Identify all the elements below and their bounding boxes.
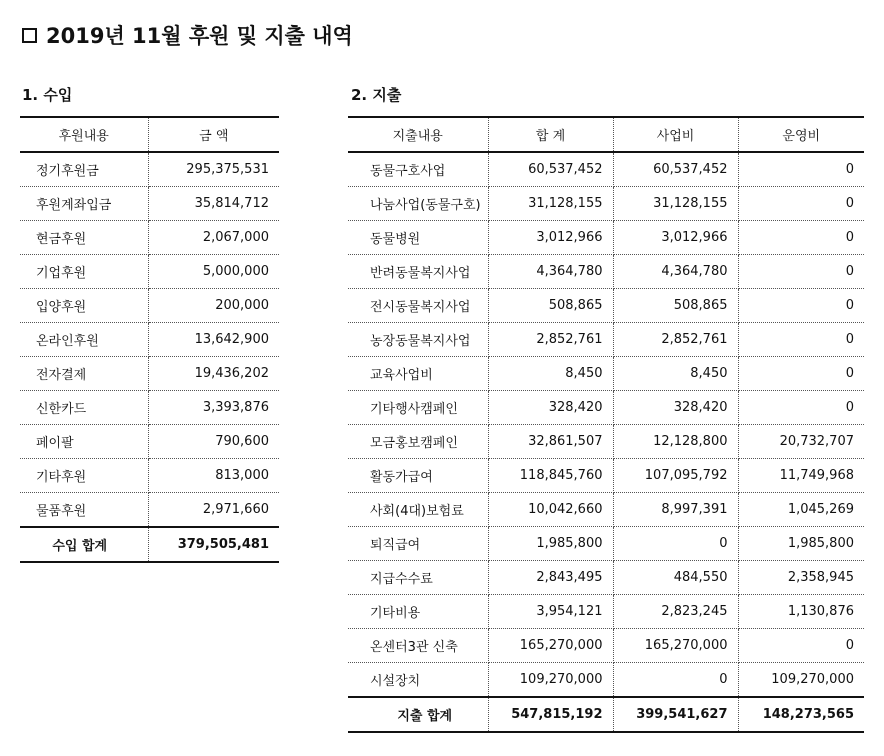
expense-item-total: 109,270,000 xyxy=(488,663,613,698)
income-item-amount: 295,375,531 xyxy=(148,152,279,187)
expense-item-total: 1,985,800 xyxy=(488,527,613,561)
expense-item-operating: 1,985,800 xyxy=(738,527,864,561)
income-table-row xyxy=(20,391,279,425)
expense-item-operating: 0 xyxy=(738,152,864,187)
expense-table-row xyxy=(348,493,864,527)
page-title xyxy=(22,20,353,50)
income-section-heading: 1. 수입 xyxy=(22,86,73,104)
expense-item-label: 모금홍보캠페인 xyxy=(348,425,488,459)
expense-header-row xyxy=(348,117,864,152)
expense-item-label: 지급수수료 xyxy=(348,561,488,595)
expense-item-total: 118,845,760 xyxy=(488,459,613,493)
expense-item-total: 3,012,966 xyxy=(488,221,613,255)
expense-section-heading: 2. 지출 xyxy=(351,86,402,104)
expense-header-business: 사업비 xyxy=(613,117,738,152)
expense-item-operating: 0 xyxy=(738,391,864,425)
expense-item-operating: 20,732,707 xyxy=(738,425,864,459)
income-item-amount: 3,393,876 xyxy=(148,391,279,425)
expense-item-operating: 0 xyxy=(738,221,864,255)
expense-total-row xyxy=(348,697,864,732)
income-item-label: 현금후원 xyxy=(20,221,148,255)
expense-table-row xyxy=(348,323,864,357)
income-item-label: 입양후원 xyxy=(20,289,148,323)
expense-table-row xyxy=(348,391,864,425)
income-table-row xyxy=(20,255,279,289)
expense-table-row xyxy=(348,255,864,289)
expense-total-business: 399,541,627 xyxy=(613,697,738,732)
expense-item-label: 농장동물복지사업 xyxy=(348,323,488,357)
expense-item-business: 0 xyxy=(613,663,738,698)
expense-item-total: 10,042,660 xyxy=(488,493,613,527)
income-item-label: 페이팔 xyxy=(20,425,148,459)
expense-item-business: 484,550 xyxy=(613,561,738,595)
expense-item-business: 8,450 xyxy=(613,357,738,391)
expense-item-label: 활동가급여 xyxy=(348,459,488,493)
expense-item-total: 165,270,000 xyxy=(488,629,613,663)
income-item-amount: 813,000 xyxy=(148,459,279,493)
expense-table-row xyxy=(348,459,864,493)
expense-item-label: 사회(4대)보험료 xyxy=(348,493,488,527)
income-item-label: 전자결제 xyxy=(20,357,148,391)
expense-item-operating: 1,045,269 xyxy=(738,493,864,527)
income-item-label: 온라인후원 xyxy=(20,323,148,357)
expense-item-business: 4,364,780 xyxy=(613,255,738,289)
income-item-label: 기업후원 xyxy=(20,255,148,289)
expense-item-business: 3,012,966 xyxy=(613,221,738,255)
expense-item-total: 32,861,507 xyxy=(488,425,613,459)
expense-item-business: 60,537,452 xyxy=(613,152,738,187)
expense-item-label: 시설장치 xyxy=(348,663,488,698)
expense-item-total: 31,128,155 xyxy=(488,187,613,221)
expense-item-total: 328,420 xyxy=(488,391,613,425)
expense-header-item: 지출내용 xyxy=(348,117,488,152)
income-table-row xyxy=(20,187,279,221)
income-item-amount: 13,642,900 xyxy=(148,323,279,357)
expense-item-operating: 2,358,945 xyxy=(738,561,864,595)
expense-item-business: 508,865 xyxy=(613,289,738,323)
income-table xyxy=(20,116,279,563)
income-item-amount: 19,436,202 xyxy=(148,357,279,391)
expense-table-row xyxy=(348,221,864,255)
expense-item-label: 나눔사업(동물구호) xyxy=(348,187,488,221)
expense-total-total: 547,815,192 xyxy=(488,697,613,732)
income-table-row xyxy=(20,323,279,357)
expense-table-row xyxy=(348,629,864,663)
income-header-item: 후원내용 xyxy=(20,117,148,152)
expense-item-label: 동물구호사업 xyxy=(348,152,488,187)
expense-table-row xyxy=(348,357,864,391)
expense-item-total: 60,537,452 xyxy=(488,152,613,187)
income-total-row xyxy=(20,527,279,562)
income-table-row xyxy=(20,425,279,459)
expense-item-label: 기타행사캠페인 xyxy=(348,391,488,425)
income-header-amount: 금 액 xyxy=(148,117,279,152)
income-total-amount: 379,505,481 xyxy=(148,527,279,562)
expense-item-business: 165,270,000 xyxy=(613,629,738,663)
income-table-row xyxy=(20,221,279,255)
expense-item-total: 3,954,121 xyxy=(488,595,613,629)
expense-item-business: 0 xyxy=(613,527,738,561)
expense-item-label: 퇴직급여 xyxy=(348,527,488,561)
expense-table-row xyxy=(348,152,864,187)
expense-table-row xyxy=(348,527,864,561)
income-table-row xyxy=(20,459,279,493)
income-item-label: 기타후원 xyxy=(20,459,148,493)
income-item-label: 정기후원금 xyxy=(20,152,148,187)
expense-item-label: 교육사업비 xyxy=(348,357,488,391)
expense-table-row xyxy=(348,425,864,459)
expense-item-total: 8,450 xyxy=(488,357,613,391)
income-item-amount: 2,067,000 xyxy=(148,221,279,255)
expense-item-business: 12,128,800 xyxy=(613,425,738,459)
expense-total-operating: 148,273,565 xyxy=(738,697,864,732)
expense-item-operating: 0 xyxy=(738,357,864,391)
expense-item-operating: 0 xyxy=(738,323,864,357)
expense-item-operating: 0 xyxy=(738,289,864,323)
income-total-label: 수입 합계 xyxy=(20,527,148,562)
expense-item-label: 반려동물복지사업 xyxy=(348,255,488,289)
expense-item-business: 107,095,792 xyxy=(613,459,738,493)
expense-table-row xyxy=(348,561,864,595)
expense-item-operating: 0 xyxy=(738,187,864,221)
expense-item-total: 4,364,780 xyxy=(488,255,613,289)
income-table-row xyxy=(20,493,279,528)
income-item-amount: 5,000,000 xyxy=(148,255,279,289)
expense-item-total: 2,843,495 xyxy=(488,561,613,595)
checkbox-square-icon xyxy=(22,28,37,43)
expense-header-operating: 운영비 xyxy=(738,117,864,152)
income-item-amount: 790,600 xyxy=(148,425,279,459)
income-header-row xyxy=(20,117,279,152)
expense-item-operating: 11,749,968 xyxy=(738,459,864,493)
page-title-text: 2019년 11월 후원 및 지출 내역 xyxy=(46,24,353,48)
expense-table-row xyxy=(348,595,864,629)
expense-table-row xyxy=(348,289,864,323)
income-item-amount: 2,971,660 xyxy=(148,493,279,528)
expense-item-business: 2,852,761 xyxy=(613,323,738,357)
expense-item-business: 328,420 xyxy=(613,391,738,425)
expense-item-total: 2,852,761 xyxy=(488,323,613,357)
expense-header-total: 합 계 xyxy=(488,117,613,152)
expense-table-row xyxy=(348,663,864,698)
income-item-amount: 200,000 xyxy=(148,289,279,323)
expense-item-label: 전시동물복지사업 xyxy=(348,289,488,323)
expense-table xyxy=(348,116,864,733)
income-table-row xyxy=(20,357,279,391)
income-table-row xyxy=(20,289,279,323)
income-item-label: 신한카드 xyxy=(20,391,148,425)
income-item-label: 물품후원 xyxy=(20,493,148,528)
income-table-row xyxy=(20,152,279,187)
expense-item-label: 동물병원 xyxy=(348,221,488,255)
expense-table-row xyxy=(348,187,864,221)
expense-item-operating: 109,270,000 xyxy=(738,663,864,698)
expense-item-label: 기타비용 xyxy=(348,595,488,629)
expense-item-operating: 1,130,876 xyxy=(738,595,864,629)
expense-item-business: 2,823,245 xyxy=(613,595,738,629)
expense-item-operating: 0 xyxy=(738,255,864,289)
expense-total-label: 지출 합계 xyxy=(348,697,488,732)
expense-item-business: 8,997,391 xyxy=(613,493,738,527)
expense-item-operating: 0 xyxy=(738,629,864,663)
expense-item-business: 31,128,155 xyxy=(613,187,738,221)
income-item-label: 후원계좌입금 xyxy=(20,187,148,221)
expense-item-label: 온센터3관 신축 xyxy=(348,629,488,663)
expense-item-total: 508,865 xyxy=(488,289,613,323)
income-item-amount: 35,814,712 xyxy=(148,187,279,221)
